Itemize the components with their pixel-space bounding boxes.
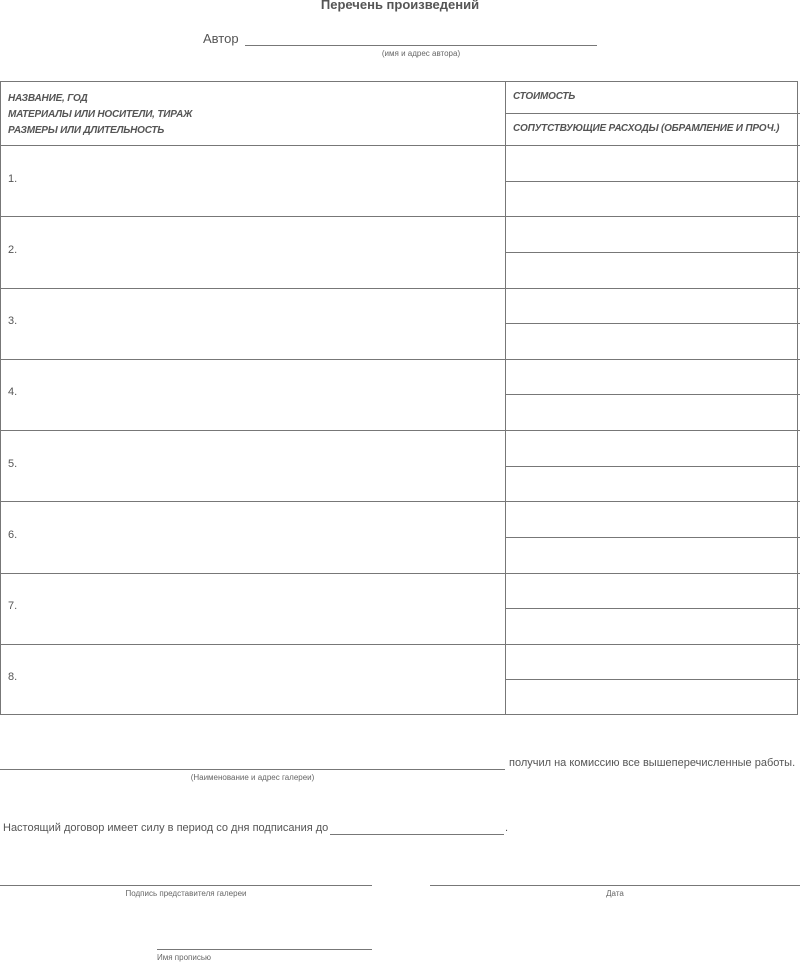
signature-field-line[interactable] [0, 885, 372, 886]
row-divider [0, 216, 800, 217]
author-label: Автор [203, 31, 239, 46]
row-divider [0, 288, 800, 289]
header-right-divider [505, 113, 800, 114]
name-caption: Имя прописью [157, 953, 212, 962]
header-cost: СТОИМОСТЬ [513, 91, 576, 102]
page-title: Перечень произведений [320, 0, 480, 12]
row-number: 2. [8, 243, 18, 256]
row-divider [0, 573, 800, 574]
row-number: 6. [8, 528, 18, 541]
row-right-divider [505, 394, 800, 395]
validity-end: . [505, 822, 509, 834]
row-divider [0, 430, 800, 431]
works-table [0, 81, 798, 715]
header-expenses: СОПУТСТВУЮЩИЕ РАСХОДЫ (ОБРАМЛЕНИЕ И ПРОЧ.) [513, 123, 780, 134]
date-caption: Дата [606, 889, 624, 898]
row-divider [0, 359, 800, 360]
received-text: получил на комиссию все вышеперечисленные работы. [509, 757, 796, 769]
row-right-divider [505, 608, 800, 609]
row-right-divider [505, 181, 800, 182]
validity-date-field-line[interactable] [330, 834, 504, 835]
row-number: 4. [8, 386, 18, 399]
gallery-field-line[interactable] [0, 769, 505, 770]
row-divider [0, 644, 800, 645]
validity-text: Настоящий договор имеет силу в период со дня подписания до [3, 822, 329, 834]
row-number: 1. [8, 172, 18, 185]
row-right-divider [505, 252, 800, 253]
gallery-caption: (Наименование и адрес галереи) [190, 773, 315, 782]
row-number: 7. [8, 600, 18, 613]
name-field-line[interactable] [157, 949, 372, 950]
row-right-divider [505, 679, 800, 680]
row-number: 5. [8, 457, 18, 470]
author-field-line[interactable] [245, 45, 597, 46]
row-right-divider [505, 323, 800, 324]
row-number: 3. [8, 315, 18, 328]
author-caption: (имя и адрес автора) [381, 49, 461, 58]
table-column-divider [505, 81, 506, 715]
row-divider [0, 501, 800, 502]
row-right-divider [505, 466, 800, 467]
row-right-divider [505, 537, 800, 538]
header-left-line-3: РАЗМЕРЫ ИЛИ ДЛИТЕЛЬНОСТЬ [8, 125, 165, 136]
header-left-line-1: НАЗВАНИЕ, ГОД [8, 93, 88, 104]
header-bottom-line [0, 145, 800, 146]
header-left-line-2: МАТЕРИАЛЫ ИЛИ НОСИТЕЛИ, ТИРАЖ [8, 109, 193, 120]
row-number: 8. [8, 671, 18, 684]
signature-caption: Подпись представителя галереи [125, 889, 247, 898]
date-field-line[interactable] [430, 885, 800, 886]
header-left [8, 91, 192, 139]
